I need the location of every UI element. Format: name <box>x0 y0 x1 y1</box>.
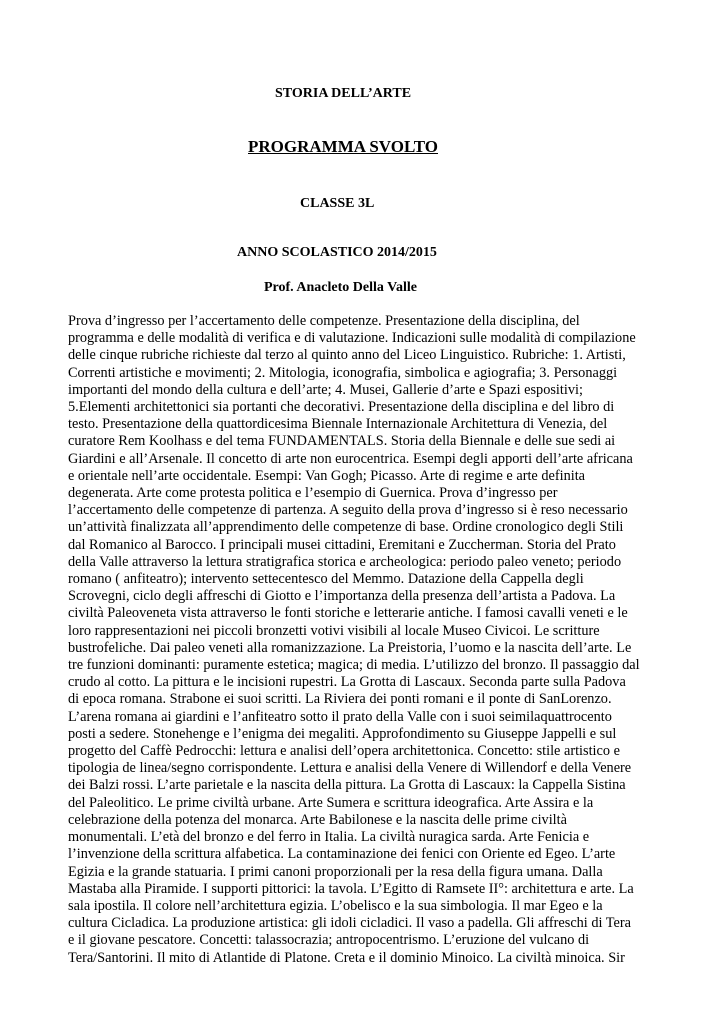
body-line: Egizia e la grande statuaria. I primi canoni proporzionali per la resa della figura umana. Dalla <box>68 863 603 880</box>
body-line: Giardini e all’Arsenale. Il concetto di arte non eurocentrica. Esempi degli apporti dell’arte africana <box>68 450 633 467</box>
body-line: della Valle attraverso la lettura stratigrafica storica e archeologica: periodo paleo veneto; periodo <box>68 553 622 570</box>
body-line: di epoca romana. Strabone ei suoi scritti. La Riviera dei ponti romani e il ponte di SanLorenzo. <box>68 691 612 708</box>
body-line: romano ( anfiteatro); intervento settecentesco del Memmo. Datazione della Cappella degli <box>68 571 584 588</box>
class-heading: CLASSE 3L <box>300 196 375 211</box>
subject-heading: STORIA DELL’ARTE <box>275 86 412 101</box>
teacher-heading: Prof. Anacleto Della Valle <box>264 280 417 295</box>
program-body <box>68 313 668 967</box>
body-line: e orientale nell’arte occidentale. Esempi: Van Gogh; Picasso. Arte di regime e arte definita <box>68 467 586 484</box>
body-line: Correnti artistiche e movimenti; 2. Mitologia, iconografia, simbolica e agiografia; 3. Personaggi <box>68 364 618 381</box>
body-line: Prova d’ingresso per l’accertamento delle competenze. Presentazione della disciplina, del <box>68 313 580 329</box>
body-line: 5.Elementi architettonici sia portanti che decorativi. Presentazione della disciplina e del libro di <box>68 399 615 416</box>
school-year-heading: ANNO SCOLASTICO 2014/2015 <box>237 245 437 260</box>
body-line: Tera/Santorini. Il mito di Atlantide di Platone. Creta e il dominio Minoico. La civiltà minoica. Sir <box>68 949 625 966</box>
body-line: crudo al cotto. La pittura e le incisioni rupestri. La Grotta di Lascaux. Seconda parte sulla Padova <box>68 674 626 691</box>
body-line: monumentali. L’età del bronzo e del ferro in Italia. La civiltà nuragica sarda. Arte Fenicia e <box>68 829 590 846</box>
body-line: e il giovane pescatore. Concetti: talassocrazia; antropocentrismo. L’eruzione del vulcano di <box>68 932 590 949</box>
body-line: testo. Presentazione della quattordicesima Biennale Internazionale Architettura di Venezia, del <box>68 416 608 433</box>
body-line: l’accertamento delle competenze di partenza. A seguito della prova d’ingresso si è reso necessario <box>68 502 628 519</box>
body-line: Mastaba alla Piramide. I supporti pittorici: la tavola. L’Egitto di Ramsete II°: architettura e arte. La <box>68 880 634 897</box>
body-line: delle cinque rubriche richieste dal terzo al quinto anno del Liceo Linguistico. Rubriche: 1. Artisti, <box>68 347 626 364</box>
body-line: curatore Rem Koolhass e del tema FUNDAMENTALS. Storia della Biennale e delle sue sedi ai <box>68 433 616 450</box>
body-line: importanti del mondo della cultura e dell’arte; 4. Musei, Gallerie d’arte e Spazi espositivi; <box>68 381 583 398</box>
body-line: celebrazione della potenza del monarca. Arte Babilonese e la nascita delle prime civiltà <box>68 811 567 828</box>
body-line: tre funzioni dominanti: puramente estetica; magica; di media. L’utilizzo del bronzo. Il passaggio dal <box>68 657 640 674</box>
body-line: un’attività finalizzata all’apprendimento delle competenze di base. Ordine cronologico degli Stili <box>68 519 624 536</box>
body-line: l’invenzione della scrittura alfabetica. La contaminazione dei fenici con Oriente ed Egeo. L’arte <box>68 846 616 863</box>
page-title: PROGRAMMA SVOLTO <box>248 137 438 156</box>
body-line: programma e delle modalità di verifica e di valutazione. Indicazioni sulle modalità di compilazione <box>68 330 636 347</box>
body-line: dei Balzi rossi. L’arte parietale e la nascita della pittura. La Grotta di Lascaux: la Cappella Sistina <box>68 777 626 794</box>
body-line: Scrovegni, ciclo degli affreschi di Giotto e l’importanza della presenza dell’artista a Padova. La <box>68 588 616 605</box>
body-line: degenerata. Arte come protesta politica e l’esempio di Guernica. Prova d’ingresso per <box>68 485 558 502</box>
body-line: loro rappresentazioni nei piccoli bronzetti votivi visibili al locale Museo Civicoi. Le scritture <box>68 622 600 639</box>
body-line: civiltà Paleoveneta vista attraverso le fonti storiche e letterarie antiche. I famosi cavalli veneti e le <box>68 605 628 622</box>
body-line: cultura Cicladica. La produzione artistica: gli idoli cicladici. Il vaso a padella. Gli affreschi di Tera <box>68 915 631 932</box>
body-line: progetto del Caffè Pedrocchi: lettura e analisi dell’opera architettonica. Concetto: stile artistico e <box>68 743 620 760</box>
body-line: tipologia de linea/segno corrispondente. Lettura e analisi della Venere di Willendorf e della Venere <box>68 760 632 777</box>
body-line: del Paleolitico. Le prime civiltà urbane. Arte Sumera e scrittura ideografica. Arte Assira e la <box>68 794 594 811</box>
body-line: L’arena romana ai giardini e l’anfiteatro sotto il prato della Valle con i suoi seimilaquattrocento <box>68 708 612 725</box>
body-line: bustrofeliche. Dai paleo veneti alla romanizzazione. La Preistoria, l’uomo e la nascita dell’arte. Le <box>68 639 632 656</box>
body-line: sala ipostila. Il colore nell’architettura egizia. L’obelisco e la sua simbologia. Il mar Egeo e la <box>68 897 603 914</box>
body-line: dal Romanico al Barocco. I principali musei cittadini, Eremitani e Zuccherman. Storia del Prato <box>68 536 616 553</box>
body-line: posti a sedere. Stonehenge e l’enigma dei megaliti. Approfondimento su Giuseppe Jappelli e sul <box>68 725 617 742</box>
